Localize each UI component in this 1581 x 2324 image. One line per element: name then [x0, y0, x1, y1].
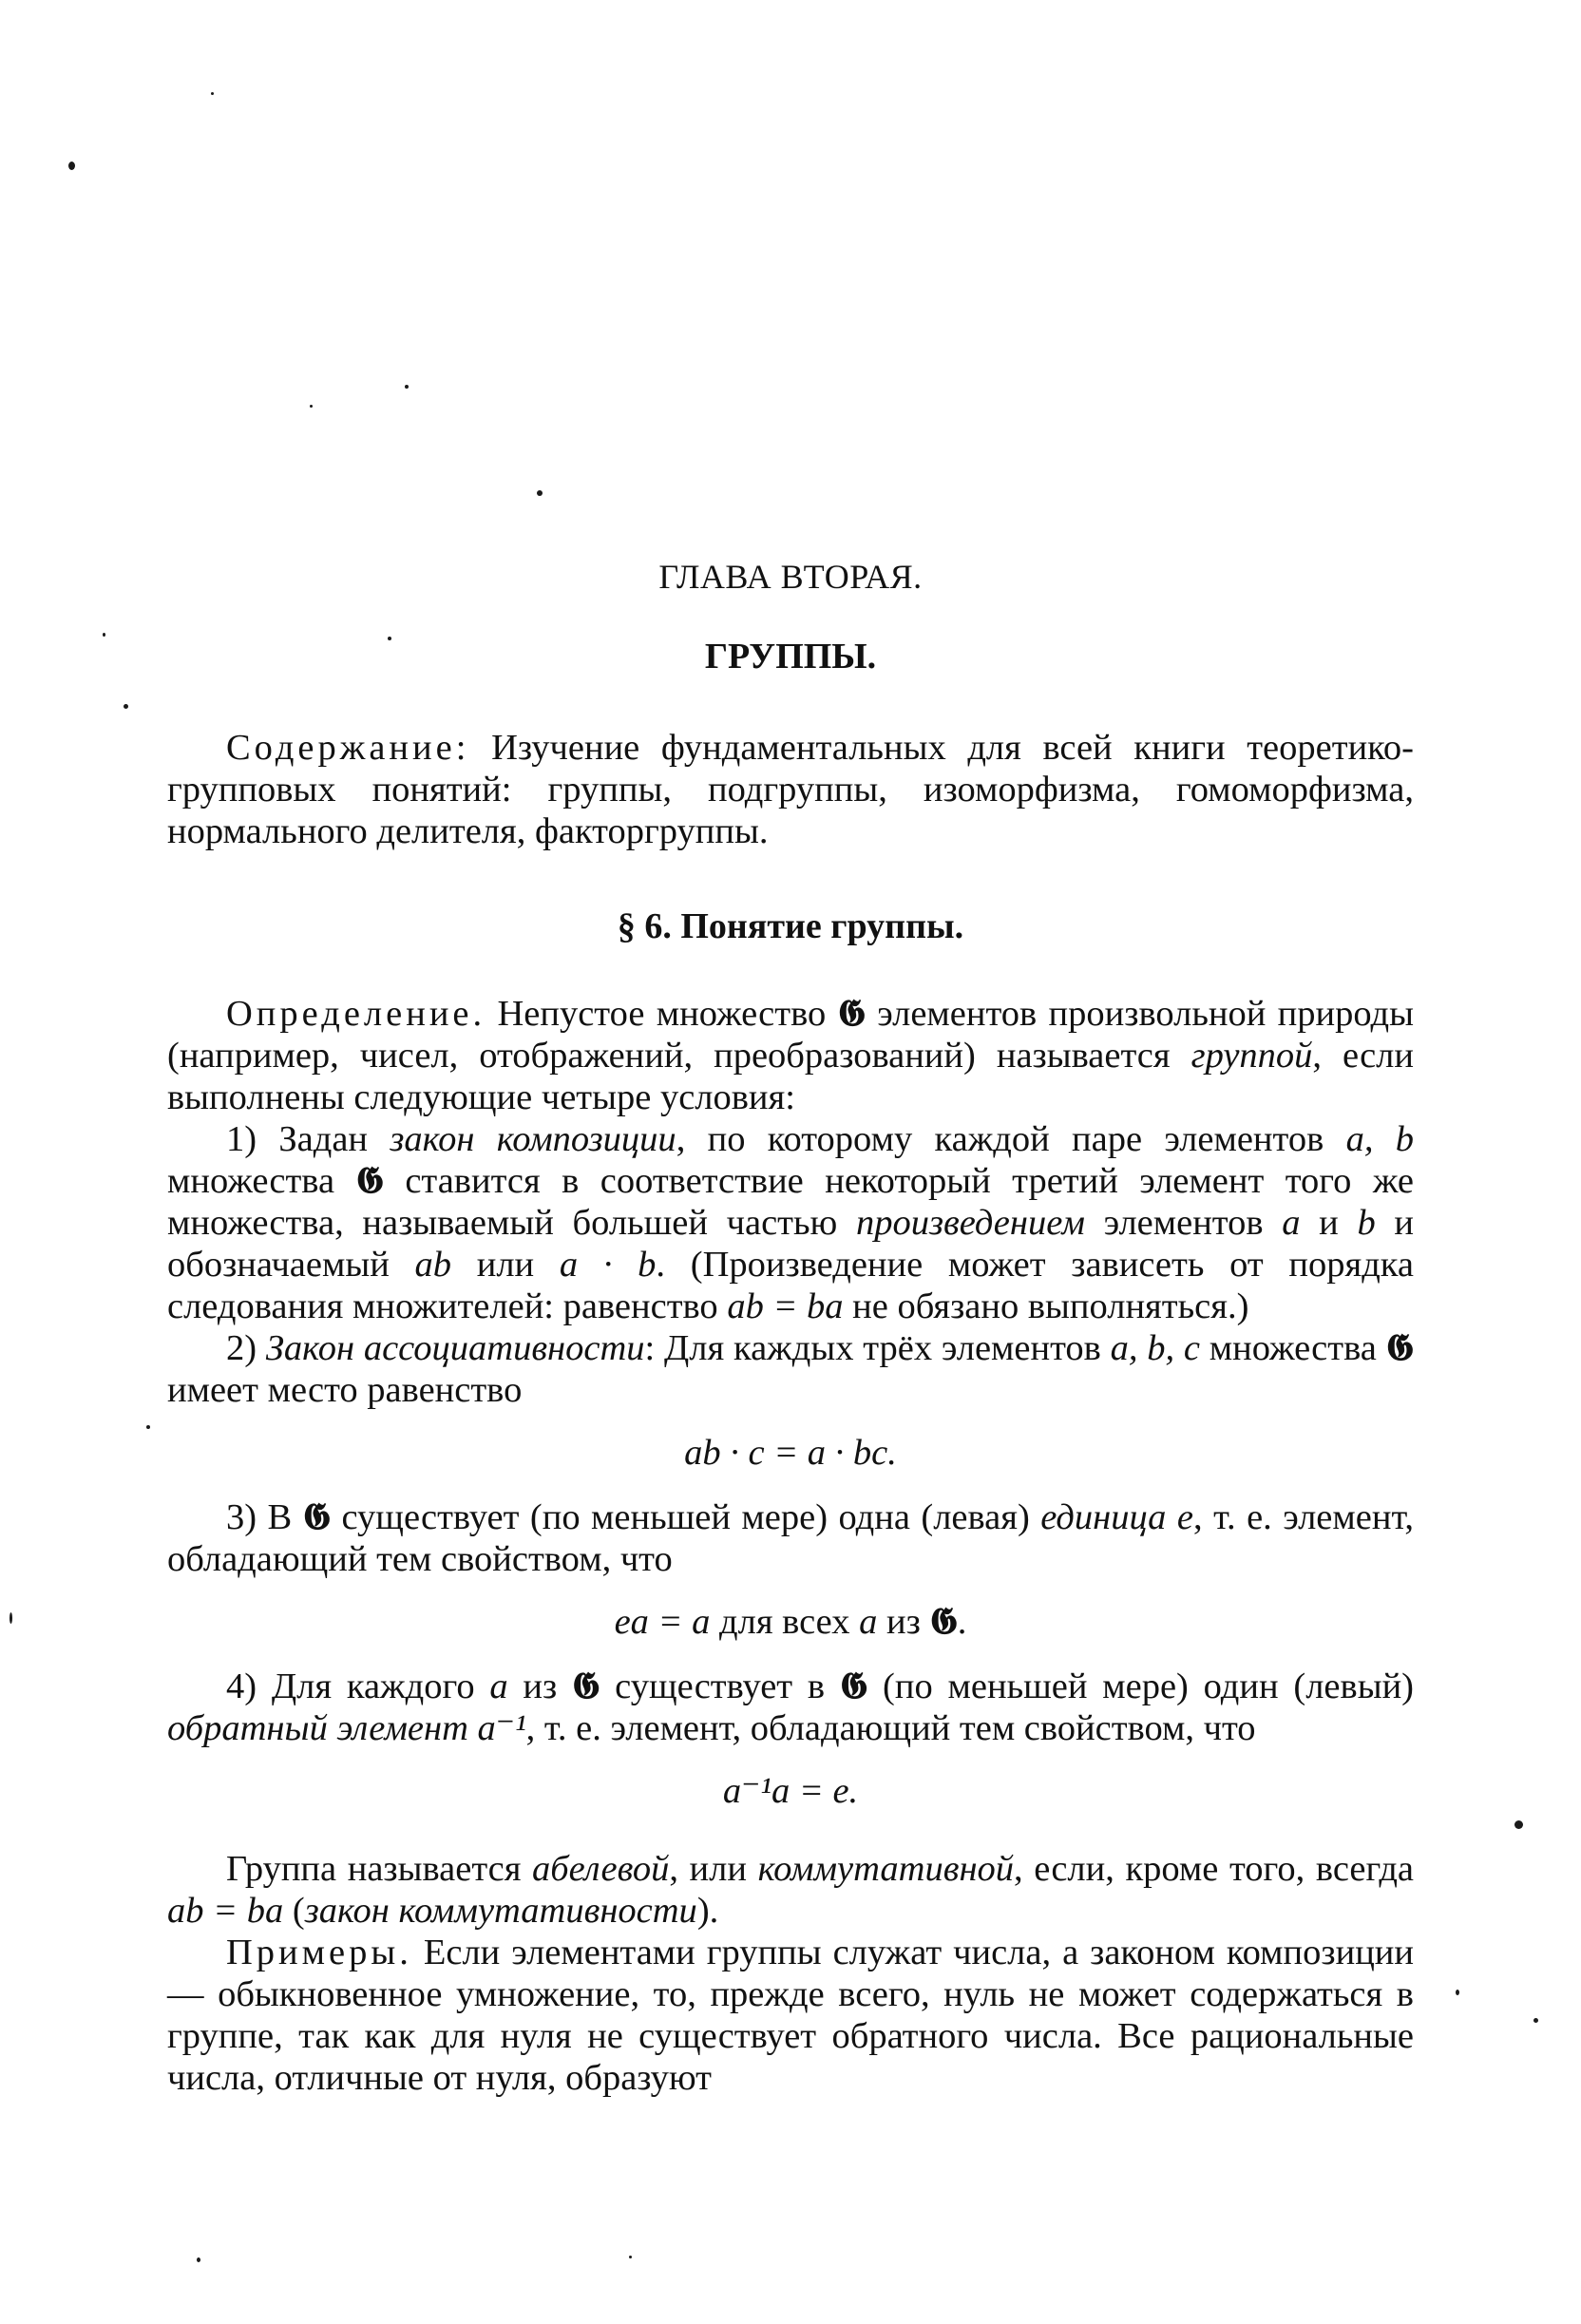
formula-identity: ea = a для всех a из 𝕲. — [614, 1600, 967, 1643]
chapter-title: ГРУППЫ. — [704, 637, 877, 676]
scan-speck — [405, 385, 409, 389]
set-symbol: 𝕲 — [1385, 1326, 1414, 1369]
scan-speck — [310, 405, 313, 408]
book-page — [167, 556, 1414, 2099]
abelian-definition: Группа называется абелевой, или коммутативной, если, кроме того, всегда ab = ba (закон коммутативности). — [167, 1849, 1415, 1931]
definition-label: Определение. — [226, 994, 486, 1034]
set-symbol: 𝕲 — [302, 1495, 332, 1538]
condition-4: 4) Для каждого a из 𝕲 существует в 𝕲 (по меньшей мере) один (левый) обратный элемент a⁻¹, т. е. элемент, обладающий тем свойством, что — [167, 1665, 1414, 1748]
contents-label: Содержание: — [226, 728, 470, 768]
scan-speck — [211, 92, 214, 95]
scan-speck — [146, 1425, 150, 1429]
scan-speck — [103, 633, 105, 637]
formula-associativity: ab · c = a · bc. — [684, 1433, 897, 1473]
scan-speck — [1533, 2018, 1538, 2023]
examples-label: Примеры. — [226, 1933, 412, 1972]
scan-speck — [10, 1612, 12, 1624]
term-identity: единица e — [1040, 1497, 1193, 1537]
term-commutative: коммутативной — [757, 1849, 1015, 1889]
scan-speck — [629, 2256, 632, 2258]
scan-speck — [1456, 1990, 1459, 1995]
condition-1: 1) Задан закон композиции, по которому каждой паре элементов a, b множества 𝕲 ставится в соответствие некоторый третий элемент того же множества, называемый большей частью произведением элементов a и b и обозначаемый ab или a · b. (Произведение может зависеть от порядка следования множителей: равенство ab = ba не обязано выполняться.) — [167, 1119, 1414, 1326]
term-inverse: обратный элемент — [167, 1708, 468, 1748]
section-heading: § 6. Понятие группы. — [617, 906, 964, 946]
contents-text: Изучение фундаментальных для всей книги теоретико-групповых понятий: группы, подгруппы, изоморфизма, гомоморфизма, нормального делителя, факторгруппы. — [167, 728, 1414, 851]
condition-3: 3) В 𝕲 существует (по меньшей мере) одна (левая) единица e, т. е. элемент, обладающий тем свойством, что — [167, 1495, 1414, 1579]
contents-paragraph — [167, 727, 1414, 852]
set-symbol: 𝕲 — [355, 1159, 384, 1202]
set-symbol: 𝕲 — [839, 1665, 868, 1707]
term-group: группой — [1191, 1036, 1313, 1076]
set-symbol: 𝕲 — [572, 1665, 600, 1707]
set-symbol: 𝕲 — [837, 992, 866, 1035]
definition-paragraph: Определение. Непустое множество 𝕲 элементов произвольной природы (например, чисел, отображений, преобразований) называется группой, если выполнены следующие четыре условия: — [167, 992, 1415, 1117]
scan-speck — [197, 2257, 200, 2262]
term-associativity: Закон ассоциативности — [265, 1328, 645, 1368]
formula-inverse: a⁻¹a = e. — [722, 1771, 859, 1811]
term-abelian: абелевой — [532, 1849, 670, 1889]
term-product: произведением — [855, 1203, 1085, 1243]
examples-text: Если элементами группы служат числа, а законом композиции — обыкновенное умножение, то, прежде всего, нуль не может содержаться в группе, так как для нуля не существует обратного числа. Все рациональные числа, отличные от нуля, образуют — [167, 1933, 1414, 2098]
chapter-heading: ГЛАВА ВТОРАЯ. — [658, 558, 923, 596]
scan-speck — [1514, 1820, 1523, 1829]
condition-2: 2) Закон ассоциативности: Для каждых трёх элементов a, b, c множества 𝕲 имеет место равенство — [167, 1326, 1414, 1410]
scan-speck — [124, 704, 128, 709]
term-commutativity-law: закон коммутативности — [304, 1891, 697, 1931]
scan-speck — [537, 490, 543, 496]
examples-paragraph — [167, 1932, 1414, 2099]
set-symbol: 𝕲 — [929, 1600, 958, 1643]
term-composition-law: закон композиции — [390, 1119, 676, 1159]
scan-speck — [68, 162, 75, 170]
